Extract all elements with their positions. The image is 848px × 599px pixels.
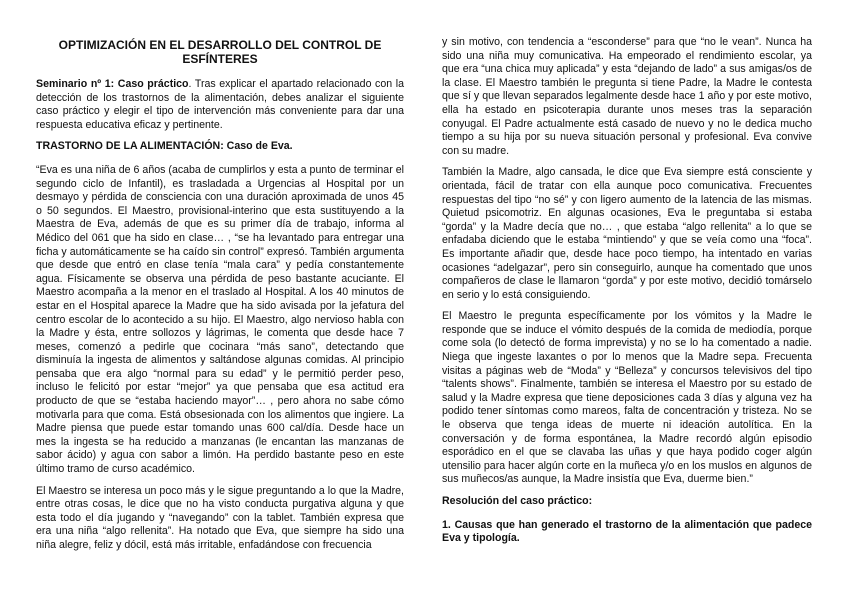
left-column (36, 36, 404, 561)
right-column (442, 36, 812, 554)
seminar-label: Seminario nº 1: Caso práctico (36, 78, 189, 90)
case-paragraph-2: El Maestro se interesa un poco más y le sigue preguntando a lo que la Madre, entre otras cosas, le dice que no ha visto conducta purgativa alguna y que esta todo el día jugando y “navegando” con la tablet. También expresa que era una niña “algo rellenita”. Ha notado que Eva, que siempre ha sido una niña alegre, feliz y dócil, está más irritable, enfadándose con frecuencia (36, 484, 404, 551)
case-paragraph-1: “Eva es una niña de 6 años (acaba de cumplirlos y esta a punto de terminar el segundo ciclo de Infantil), es trasladada a Urgencias al Hospital por un desmayo y pérdida de consciencia con una duración aproximada de unos 45 o 50 segundos. El Maestro, provisional-interino que esta sustituyendo a la Maestra de Eva, además de que es su primer día de trabajo, informa al Médico del 061 que ha sido en clase… , “se ha levantado para entregar una ficha y automáticamente se ha caído sin control” expresó. También argumenta que desde que entró en clase tenía “mala cara” y pedía constantemente agua. Físicamente se observa una pérdida de peso bastante acuciante. El Maestro acompaña a la menor en el traslado al Hospital. A los 40 minutos de estar en el Hospital aparece la Madre que ha sido avisada por la jefatura del centro escolar de lo acontecido a su hijo. El Maestro, algo nervioso habla con la Madre y ésta, entre sollozos y lágrimas, le comenta que desde hace 7 meses, comenzó a pedirle que cocinara “más sano”, detectando que disminuía la ingesta de alimentos y saltándose algunas comidas. Al principio pensaba que era algo “normal para su edad” y le permitió perder peso, incluso le felicitó por estar “mejor” ya que pensaba que esa actitud era producto de que se “estaba haciendo mayor”… , pero ahora no sabe cómo motivarla para que coma. Está obsesionada con los alimentos que ingiere. La Madre piensa que puede estar tomando unas 600 cal/día. Desde hace un mes la ingesta se ha reducido a manzanas (le encantan las manzanas de sabor ácido) y agua con sabor a limón. Ha perdido bastante peso en este último tramo de curso académico. (36, 163, 404, 476)
case-paragraph-4: También la Madre, algo cansada, le dice que Eva siempre está consciente y orientada, fácil de tratar con ella aunque poco comunicativa. Frecuentes respuestas del tipo “no sé” y con ligero aumento de la latencia de las mismas. Quietud psicomotriz. En algunas ocasiones, Eva le preguntaba si estaba “gorda” y la Madre decía que no… , que estaba “algo rellenita” a lo que se enfadaba diciendo que le estaba “mintiendo” y que se veía como una “foca”. Es importante añadir que, desde hace poco tiempo, ha intentado en varias ocasiones “adelgazar”, pero sin conseguirlo, aunque ha comentado que unos compañeros de clase le llamaron “gorda” y por este motivo, decidió tomárselo en serio y lo está consiguiendo. (442, 166, 812, 301)
question-1: 1. Causas que han generado el trastorno de la alimentación que padece Eva y tipología. (442, 518, 812, 545)
document-title: OPTIMIZACIÓN EN EL DESARROLLO DEL CONTROL DE ESFÍNTERES (58, 38, 382, 66)
section-heading: TRASTORNO DE LA ALIMENTACIÓN: Caso de Eva. (36, 140, 293, 153)
resolution-heading: Resolución del caso práctico: (442, 495, 593, 507)
seminar-intro (36, 78, 404, 132)
case-paragraph-3: y sin motivo, con tendencia a “esconderse” para que “no le vean”. Nunca ha sido una niña muy comunicativa. Ha empeorado el rendimiento escolar, ya que era “una chica muy aplicada” y esta “dejando de lado” a sus amigas/os de la clase. El Maestro también le pregunta si tiene Padre, la Madre le contesta que sí y que llevan separados legalmente desde hace 1 año y por este motivo, ella ha estado en psicoterapia durante unos meses tras la separación conyugal. El Padre actualmente está casado de nuevo y no le dedica mucho tiempo a su hija por su nueva situación personal y profesional. Eva convive con su madre. (442, 36, 812, 157)
case-paragraph-5: El Maestro le pregunta específicamente por los vómitos y la Madre le responde que se induce el vómito después de la comida de mediodía, porque come sola (lo detectó de forma imprevista) y no se lo ha comentado a nadie. Niega que ingeste laxantes o por lo menos que la Madre sepa. Frecuenta visitas a páginas web de “Moda” y “Belleza” y concursos televisivos del tipo “talents shows”. Finalmente, también se interesa el Maestro por su estado de salud y la Madre expresa que tiene deposiciones cada 3 días y alguna vez ha podido tener síntomas como mareos, falta de concentración y tristeza. No se le observa que tenga ideas de muerte ni ideación autolítica. En la conversación y de forma espontánea, la Madre recordó algún episodio esporádico en el que se clavaba las uñas y que haya podido coger algún utensilio para hacer algún corte en la muñeca y/o en los muslos en algunos de sus muñecos/as aunque, la Madre insistía que Eva, duerme bien.” (442, 310, 812, 486)
seminar-text: . Tras explicar el apartado relacionado con la detección de los trastornos de la alimentación, debes analizar el siguiente caso práctico y elegir el tipo de intervención más conveniente para dar una respuesta educativa eficaz y pertinente. (36, 78, 404, 131)
